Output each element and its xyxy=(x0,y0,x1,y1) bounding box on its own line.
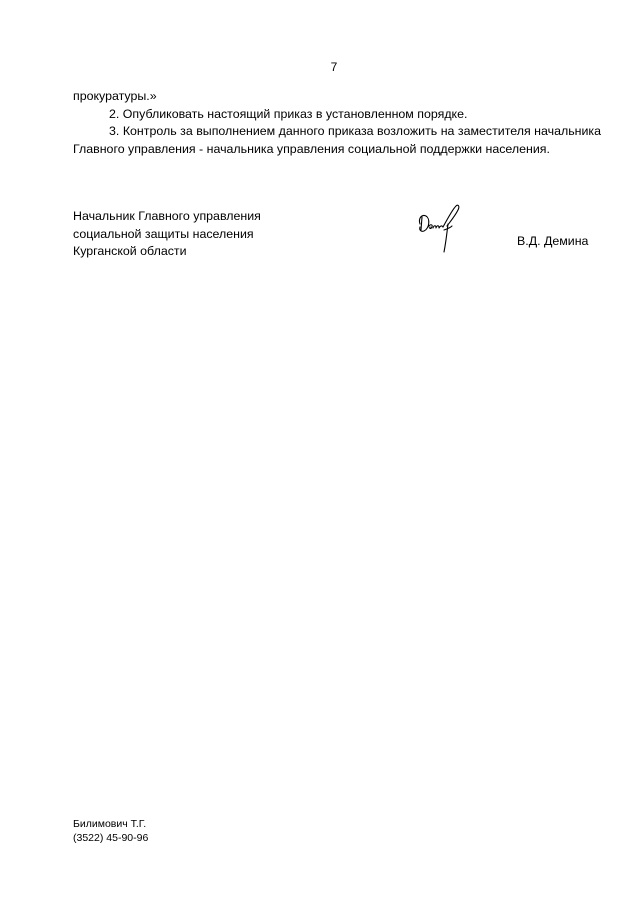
document-body xyxy=(73,88,601,158)
paragraph-item-2: 2. Опубликовать настоящий приказ в установленном порядке. xyxy=(109,106,468,121)
executor-footer xyxy=(73,817,148,845)
page-number: 7 xyxy=(330,60,338,74)
signatory-title xyxy=(73,208,261,261)
executor-name: Билимович Т.Г. xyxy=(73,818,147,830)
paragraph-item-3: 3. Контроль за выполнением данного приказа возложить на заместителя начальника Главного управления - начальника управления социальной поддержки населения. xyxy=(73,124,601,156)
signatory-name: В.Д. Демина xyxy=(517,234,589,248)
paragraph-continuation: прокуратуры.» xyxy=(73,89,157,103)
signatory-title-line: Начальник Главного управления xyxy=(73,209,261,223)
signatory-title-line: Курганской области xyxy=(73,244,187,258)
executor-phone: (3522) 45-90-96 xyxy=(73,832,149,844)
handwritten-signature-icon xyxy=(414,200,474,258)
signatory-title-line: социальной защиты населения xyxy=(73,226,254,241)
